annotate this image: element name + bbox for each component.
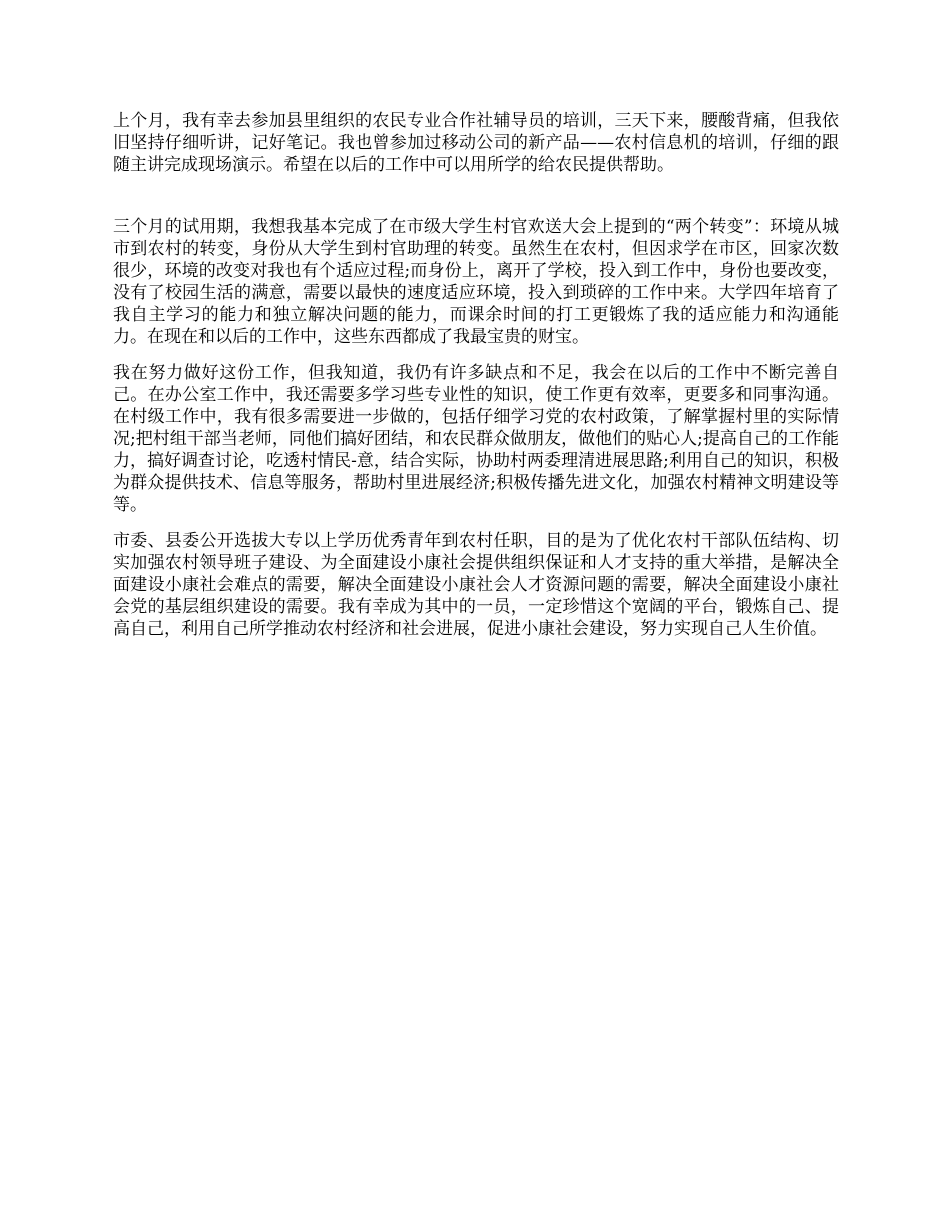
paragraph-training: 上个月，我有幸去参加县里组织的农民专业合作社辅导员的培训，三天下来，腰酸背痛，但我依旧坚持仔细听讲，记好笔记。我也曾参加过移动公司的新产品——农村信息机的培训，仔细的跟随主讲完成现场演示。希望在以后的工作中可以用所学的给农民提供帮助。 <box>113 111 839 175</box>
document-body <box>113 110 839 640</box>
paragraph-two-transformations: 三个月的试用期，我想我基本完成了在市级大学生村官欢送大会上提到的“两个转变”：环境从城市到农村的转变，身份从大学生到村官助理的转变。虽然生在农村，但因求学在市区，回家次数很少，环境的改变对我也有个适应过程;而身份上，离开了学校，投入到工作中，身份也要改变，没有了校园生活的满意，需要以最快的速度适应环境，投入到琐碎的工作中来。大学四年培育了我自主学习的能力和独立解决问题的能力，而课余时间的打工更锻炼了我的适应能力和沟通能力。在现在和以后的工作中，这些东西都成了我最宝贵的财宝。 <box>113 217 839 347</box>
paragraph-selection-purpose: 市委、县委公开选拔大专以上学历优秀青年到农村任职，目的是为了优化农村干部队伍结构、切实加强农村领导班子建设、为全面建设小康社会提供组织保证和人才支持的重大举措，是解决全面建设小康社会难点的需要，解决全面建设小康社会人才资源问题的需要，解决全面建设小康社会党的基层组织建设的需要。我有幸成为其中的一员，一定珍惜这个宽阔的平台，锻炼自己、提高自己，利用自己所学推动农村经济和社会进展，促进小康社会建设，努力实现自己人生价值。 <box>113 531 839 639</box>
paragraph-self-improvement: 我在努力做好这份工作，但我知道，我仍有许多缺点和不足，我会在以后的工作中不断完善自己。在办公室工作中，我还需要多学习些专业性的知识，使工作更有效率，更要多和同事沟通。在村级工作中，我有很多需要进一步做的，包括仔细学习党的农村政策，了解掌握村里的实际情况;把村组干部当老师，同他们搞好团结，和农民群众做朋友，做他们的贴心人;提高自己的工作能力，搞好调查讨论，吃透村情民-意，结合实际，协助村两委理清进展思路;利用自己的知识，积极为群众提供技术、信息等服务，帮助村里进展经济;积极传播先进文化，加强农村精神文明建设等等。 <box>113 363 840 515</box>
